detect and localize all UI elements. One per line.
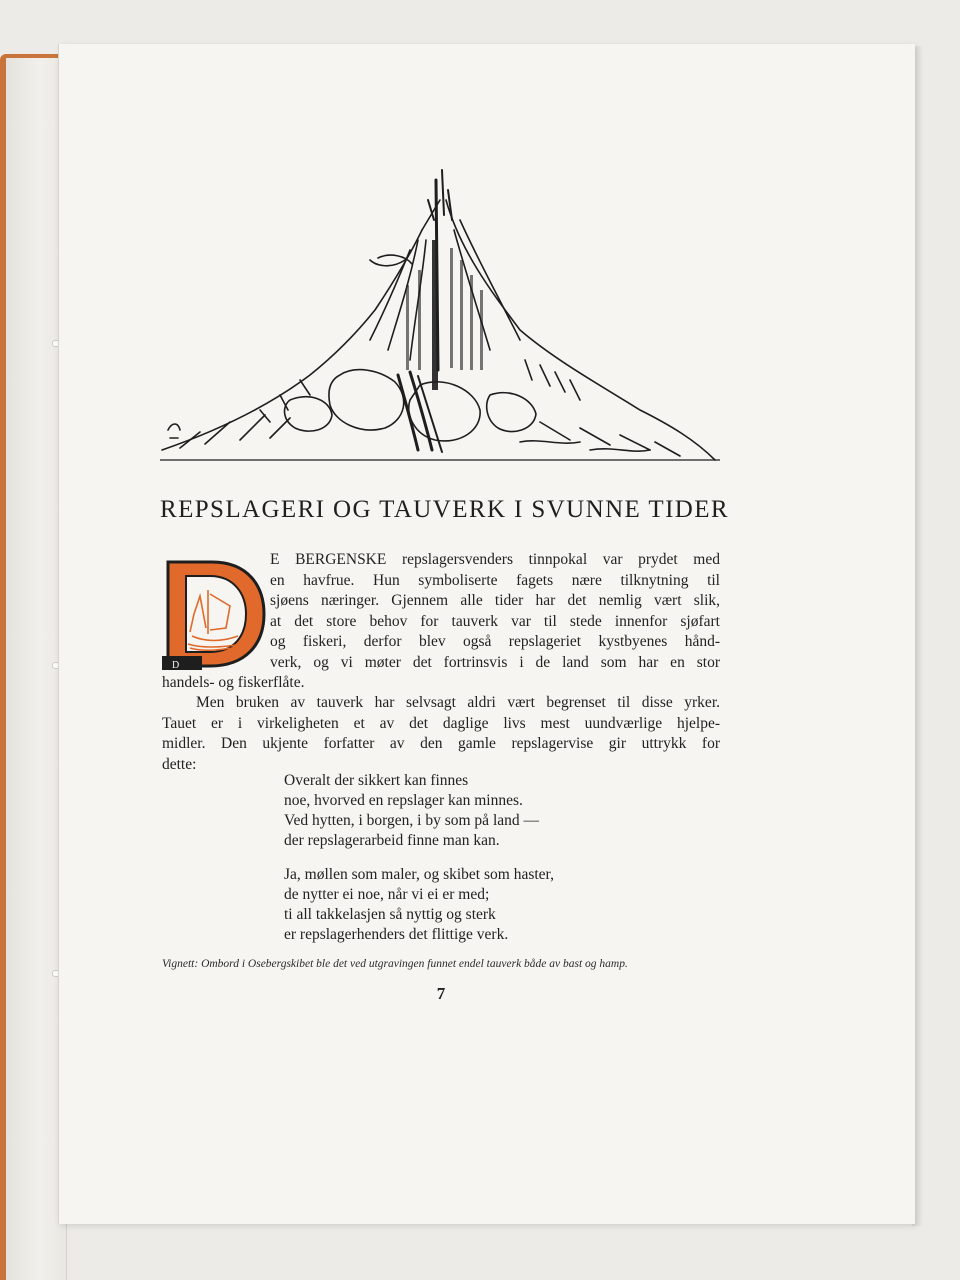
paragraph-line: Men bruken av tauverk har selvsagt aldri vært begrenset til disse yrker. (196, 694, 720, 711)
paragraph-line: sjøens næringer. Gjennem alle tider har det nemlig vært slik, (270, 592, 720, 609)
verse-line: de nytter ei noe, når vi ei er med; (284, 886, 490, 903)
verse-line: ti all takkelasjen så nyttig og sterk (284, 906, 496, 923)
paragraph-line: at det store behov for tauverk var til stede innenfor sjøfart (270, 612, 720, 630)
page-number: 7 (436, 984, 446, 1003)
verse-line: Ved hytten, i borgen, i by som på land — (284, 812, 540, 829)
paragraph-line: Tauet er i virkeligheten et av det daglige livs mest uundværlige hjelpe- (162, 714, 720, 732)
paragraph-line: handels- og fiskerflåte. (162, 674, 305, 691)
paragraph-line: og fiskeri, derfor blev også repslageriet kystbyenes hånd- (270, 633, 720, 650)
paragraph-line: midler. Den ukjente forfatter av den gamle repslagervise gir uttrykk for (162, 735, 720, 752)
book-cover-edge (0, 54, 58, 1280)
rope-rigging-illustration (160, 160, 720, 480)
verse-line: Ja, møllen som maler, og skibet som haster, (284, 866, 554, 883)
svg-text:D: D (172, 660, 180, 671)
paragraph-line: dette: (162, 755, 197, 773)
viking-ship-initial-D (160, 556, 268, 672)
verse-line: er repslagerhenders det flittige verk. (284, 926, 509, 943)
paragraph-line: E BERGENSKE repslagersvenders tinnpokal var prydet med (270, 551, 720, 568)
verse-line: der repslagerarbeid finne man kan. (284, 832, 500, 849)
paragraph-line: verk, og vi møter det fortrinsvis i de land som har en stor (270, 653, 720, 671)
vignette-caption: Vignett: Ombord i Osebergskibet ble det ved utgravingen funnet endel tauverk både av bast og hamp. (162, 958, 628, 970)
verse-line: Overalt der sikkert kan finnes (284, 772, 469, 789)
paragraph-line: en havfrue. Hun symboliserte fagets nære tilknytning til (270, 571, 720, 589)
verse-line: noe, hvorved en repslager kan minnes. (284, 792, 523, 809)
chapter-title: REPSLAGERI OG TAUVERK I SVUNNE TIDER (160, 496, 730, 523)
